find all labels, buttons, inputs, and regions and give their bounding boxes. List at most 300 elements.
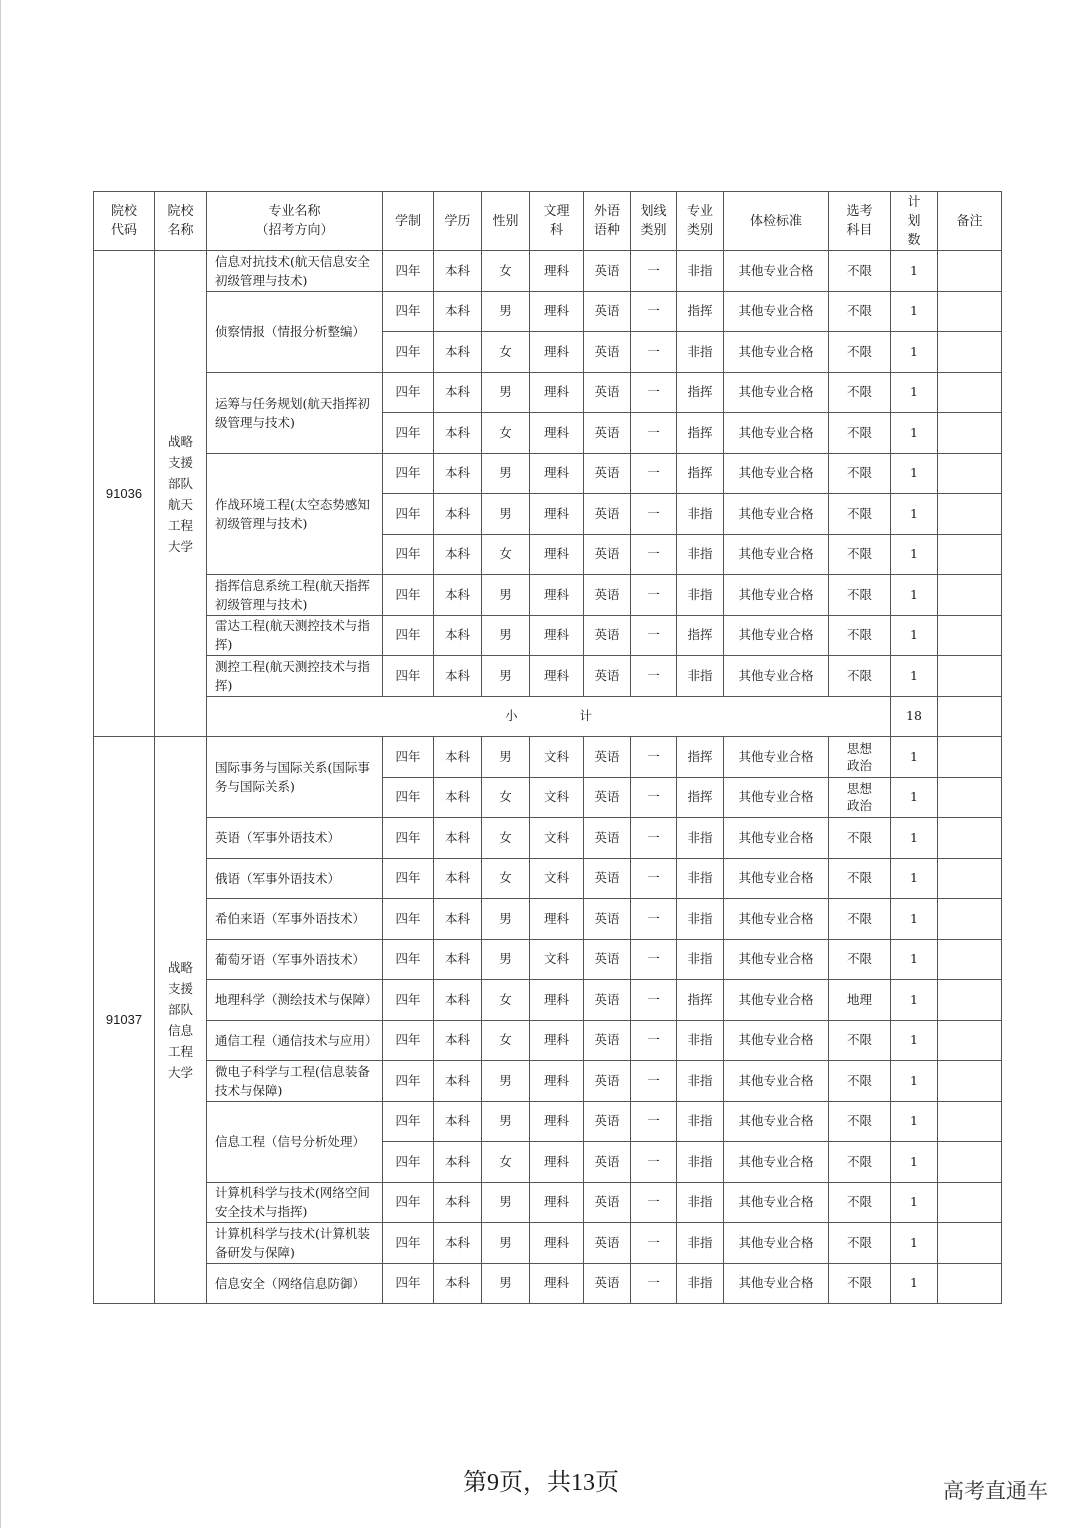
major-category-cell: 指挥 [677,777,724,818]
plan-count-cell: 1 [891,1223,938,1264]
track-cell: 文科 [530,777,584,818]
track-cell: 理科 [530,575,584,616]
column-header: 备注 [938,192,1002,251]
elective-subject-cell: 不限 [829,939,891,980]
subtotal-value: 18 [891,696,938,737]
degree-cell: 本科 [434,858,482,899]
elective-subject-cell: 不限 [829,534,891,575]
remarks-cell [938,696,1002,737]
table-body [94,251,1002,1304]
remarks-cell [938,1101,1002,1142]
line-category-cell: 一 [631,1020,677,1061]
major-name-cell: 信息对抗技术(航天信息安全初级管理与技术) [207,251,383,292]
gender-cell: 男 [482,615,530,656]
major-category-cell: 非指 [677,1142,724,1183]
plan-count-cell: 1 [891,899,938,940]
major-category-cell: 指挥 [677,291,724,332]
plan-count-cell: 1 [891,1142,938,1183]
major-name-cell: 计算机科学与技术(网络空间安全技术与指挥) [207,1182,383,1223]
gender-cell: 男 [482,372,530,413]
physical-standard-cell: 其他专业合格 [724,372,829,413]
elective-subject-cell: 不限 [829,332,891,373]
elective-subject-cell: 不限 [829,453,891,494]
column-header: 专业名称 （招考方向） [207,192,383,251]
table-row [94,1263,1002,1304]
remarks-cell [938,372,1002,413]
degree-cell: 本科 [434,575,482,616]
language-cell: 英语 [584,291,631,332]
gender-cell: 男 [482,1101,530,1142]
physical-standard-cell: 其他专业合格 [724,1020,829,1061]
duration-cell: 四年 [383,251,434,292]
plan-count-cell: 1 [891,575,938,616]
elective-subject-cell: 不限 [829,494,891,535]
gender-cell: 女 [482,251,530,292]
degree-cell: 本科 [434,1142,482,1183]
plan-count-cell: 1 [891,858,938,899]
duration-cell: 四年 [383,777,434,818]
line-category-cell: 一 [631,899,677,940]
language-cell: 英语 [584,1061,631,1102]
column-header: 性别 [482,192,530,251]
plan-count-cell: 1 [891,453,938,494]
duration-cell: 四年 [383,1101,434,1142]
table-header-row [94,192,1002,251]
elective-subject-cell: 不限 [829,291,891,332]
elective-subject-cell: 不限 [829,372,891,413]
track-cell: 理科 [530,1101,584,1142]
elective-subject-cell: 不限 [829,575,891,616]
degree-cell: 本科 [434,251,482,292]
elective-subject-cell: 不限 [829,1061,891,1102]
major-category-cell: 指挥 [677,413,724,454]
plan-count-cell: 1 [891,413,938,454]
language-cell: 英语 [584,494,631,535]
plan-count-cell: 1 [891,291,938,332]
track-cell: 理科 [530,372,584,413]
elective-subject-cell: 不限 [829,899,891,940]
physical-standard-cell: 其他专业合格 [724,332,829,373]
line-category-cell: 一 [631,1263,677,1304]
table-row [94,656,1002,697]
degree-cell: 本科 [434,980,482,1021]
track-cell: 理科 [530,251,584,292]
physical-standard-cell: 其他专业合格 [724,494,829,535]
plan-count-cell: 1 [891,1263,938,1304]
column-header: 计 划 数 [891,192,938,251]
elective-subject-cell: 思想政治 [829,777,891,818]
language-cell: 英语 [584,534,631,575]
physical-standard-cell: 其他专业合格 [724,939,829,980]
line-category-cell: 一 [631,858,677,899]
gender-cell: 男 [482,899,530,940]
major-category-cell: 非指 [677,899,724,940]
language-cell: 英语 [584,818,631,859]
physical-standard-cell: 其他专业合格 [724,899,829,940]
track-cell: 文科 [530,818,584,859]
gender-cell: 女 [482,1020,530,1061]
physical-standard-cell: 其他专业合格 [724,777,829,818]
plan-count-cell: 1 [891,777,938,818]
remarks-cell [938,899,1002,940]
language-cell: 英语 [584,1223,631,1264]
duration-cell: 四年 [383,291,434,332]
remarks-cell [938,494,1002,535]
line-category-cell: 一 [631,494,677,535]
track-cell: 理科 [530,494,584,535]
line-category-cell: 一 [631,1061,677,1102]
table-row [94,372,1002,413]
duration-cell: 四年 [383,1182,434,1223]
major-category-cell: 非指 [677,494,724,535]
degree-cell: 本科 [434,534,482,575]
degree-cell: 本科 [434,939,482,980]
major-name-cell: 测控工程(航天测控技术与指挥) [207,656,383,697]
table-row [94,980,1002,1021]
remarks-cell [938,939,1002,980]
track-cell: 理科 [530,656,584,697]
duration-cell: 四年 [383,858,434,899]
line-category-cell: 一 [631,575,677,616]
degree-cell: 本科 [434,899,482,940]
table-row [94,899,1002,940]
major-name-cell: 计算机科学与技术(计算机装备研发与保障) [207,1223,383,1264]
plan-count-cell: 1 [891,737,938,778]
gender-cell: 男 [482,1263,530,1304]
degree-cell: 本科 [434,615,482,656]
track-cell: 理科 [530,1182,584,1223]
major-category-cell: 非指 [677,656,724,697]
major-name-cell: 葡萄牙语（军事外语技术） [207,939,383,980]
track-cell: 文科 [530,737,584,778]
physical-standard-cell: 其他专业合格 [724,1263,829,1304]
line-category-cell: 一 [631,291,677,332]
track-cell: 理科 [530,980,584,1021]
duration-cell: 四年 [383,332,434,373]
physical-standard-cell: 其他专业合格 [724,453,829,494]
duration-cell: 四年 [383,534,434,575]
school-name-cell: 战略 支援 部队 信息 工程 大学 [155,737,207,1304]
column-header: 学制 [383,192,434,251]
duration-cell: 四年 [383,656,434,697]
language-cell: 英语 [584,1142,631,1183]
track-cell: 理科 [530,1142,584,1183]
major-name-cell: 通信工程（通信技术与应用） [207,1020,383,1061]
physical-standard-cell: 其他专业合格 [724,858,829,899]
major-name-cell: 指挥信息系统工程(航天指挥初级管理与技术) [207,575,383,616]
remarks-cell [938,858,1002,899]
elective-subject-cell: 不限 [829,251,891,292]
physical-standard-cell: 其他专业合格 [724,1101,829,1142]
major-category-cell: 非指 [677,1061,724,1102]
degree-cell: 本科 [434,1101,482,1142]
duration-cell: 四年 [383,1020,434,1061]
elective-subject-cell: 思想政治 [829,737,891,778]
language-cell: 英语 [584,413,631,454]
gender-cell: 男 [482,1182,530,1223]
language-cell: 英语 [584,1101,631,1142]
major-name-cell: 俄语（军事外语技术） [207,858,383,899]
language-cell: 英语 [584,939,631,980]
gender-cell: 女 [482,980,530,1021]
degree-cell: 本科 [434,1061,482,1102]
table-row [94,939,1002,980]
line-category-cell: 一 [631,1101,677,1142]
degree-cell: 本科 [434,453,482,494]
major-category-cell: 非指 [677,575,724,616]
duration-cell: 四年 [383,372,434,413]
page-number-footer: 第9页，共13页 [463,1470,619,1496]
degree-cell: 本科 [434,1020,482,1061]
enrollment-plan-table [93,191,1002,1304]
major-category-cell: 指挥 [677,453,724,494]
language-cell: 英语 [584,737,631,778]
degree-cell: 本科 [434,372,482,413]
elective-subject-cell: 不限 [829,858,891,899]
column-header: 文理 科 [530,192,584,251]
table-row [94,858,1002,899]
school-code-cell: 91037 [94,737,155,1304]
column-header: 学历 [434,192,482,251]
major-category-cell: 非指 [677,1182,724,1223]
plan-count-cell: 1 [891,980,938,1021]
line-category-cell: 一 [631,737,677,778]
elective-subject-cell: 不限 [829,656,891,697]
plan-count-cell: 1 [891,494,938,535]
table-row [94,1020,1002,1061]
major-name-cell: 作战环境工程(太空态势感知初级管理与技术) [207,453,383,575]
line-category-cell: 一 [631,1142,677,1183]
track-cell: 理科 [530,1223,584,1264]
remarks-cell [938,1223,1002,1264]
column-header: 外语 语种 [584,192,631,251]
line-category-cell: 一 [631,615,677,656]
physical-standard-cell: 其他专业合格 [724,251,829,292]
plan-count-cell: 1 [891,1061,938,1102]
track-cell: 理科 [530,534,584,575]
degree-cell: 本科 [434,413,482,454]
table-row [94,1223,1002,1264]
remarks-cell [938,1182,1002,1223]
elective-subject-cell: 地理 [829,980,891,1021]
degree-cell: 本科 [434,291,482,332]
major-category-cell: 非指 [677,1223,724,1264]
gender-cell: 男 [482,494,530,535]
line-category-cell: 一 [631,777,677,818]
gender-cell: 男 [482,656,530,697]
table-row [94,737,1002,778]
table-row [94,291,1002,332]
degree-cell: 本科 [434,1223,482,1264]
line-category-cell: 一 [631,656,677,697]
table-row [94,575,1002,616]
table-row [94,1101,1002,1142]
physical-standard-cell: 其他专业合格 [724,1142,829,1183]
table-row [94,453,1002,494]
physical-standard-cell: 其他专业合格 [724,615,829,656]
plan-count-cell: 1 [891,332,938,373]
physical-standard-cell: 其他专业合格 [724,413,829,454]
school-name-cell: 战略 支援 部队 航天 工程 大学 [155,251,207,737]
table-row [94,818,1002,859]
table-row [94,615,1002,656]
track-cell: 理科 [530,413,584,454]
gender-cell: 男 [482,291,530,332]
major-name-cell: 运筹与任务规划(航天指挥初级管理与技术) [207,372,383,453]
major-name-cell: 信息工程（信号分析处理） [207,1101,383,1182]
elective-subject-cell: 不限 [829,1101,891,1142]
school-code-cell: 91036 [94,251,155,737]
degree-cell: 本科 [434,332,482,373]
elective-subject-cell: 不限 [829,1142,891,1183]
remarks-cell [938,534,1002,575]
degree-cell: 本科 [434,777,482,818]
track-cell: 文科 [530,939,584,980]
remarks-cell [938,413,1002,454]
major-category-cell: 非指 [677,251,724,292]
subtotal-row [94,696,1002,737]
remarks-cell [938,818,1002,859]
plan-count-cell: 1 [891,1101,938,1142]
physical-standard-cell: 其他专业合格 [724,1061,829,1102]
column-header: 专业 类别 [677,192,724,251]
major-category-cell: 非指 [677,939,724,980]
line-category-cell: 一 [631,251,677,292]
duration-cell: 四年 [383,1142,434,1183]
major-category-cell: 非指 [677,1101,724,1142]
duration-cell: 四年 [383,575,434,616]
plan-count-cell: 1 [891,372,938,413]
remarks-cell [938,453,1002,494]
language-cell: 英语 [584,372,631,413]
duration-cell: 四年 [383,1223,434,1264]
language-cell: 英语 [584,858,631,899]
track-cell: 理科 [530,1263,584,1304]
elective-subject-cell: 不限 [829,413,891,454]
physical-standard-cell: 其他专业合格 [724,656,829,697]
track-cell: 理科 [530,332,584,373]
physical-standard-cell: 其他专业合格 [724,818,829,859]
gender-cell: 女 [482,777,530,818]
remarks-cell [938,251,1002,292]
language-cell: 英语 [584,453,631,494]
language-cell: 英语 [584,777,631,818]
major-category-cell: 非指 [677,534,724,575]
major-name-cell: 英语（军事外语技术） [207,818,383,859]
gender-cell: 女 [482,534,530,575]
plan-count-cell: 1 [891,656,938,697]
language-cell: 英语 [584,656,631,697]
physical-standard-cell: 其他专业合格 [724,980,829,1021]
column-header: 院校 代码 [94,192,155,251]
track-cell: 理科 [530,1020,584,1061]
duration-cell: 四年 [383,453,434,494]
duration-cell: 四年 [383,413,434,454]
elective-subject-cell: 不限 [829,1223,891,1264]
major-category-cell: 非指 [677,1263,724,1304]
gender-cell: 女 [482,332,530,373]
language-cell: 英语 [584,1263,631,1304]
gender-cell: 男 [482,939,530,980]
plan-count-cell: 1 [891,1020,938,1061]
major-category-cell: 非指 [677,332,724,373]
remarks-cell [938,1142,1002,1183]
table-row [94,1061,1002,1102]
column-header: 体检标准 [724,192,829,251]
elective-subject-cell: 不限 [829,818,891,859]
major-name-cell: 信息安全（网络信息防御） [207,1263,383,1304]
remarks-cell [938,777,1002,818]
column-header: 院校 名称 [155,192,207,251]
gender-cell: 女 [482,818,530,859]
table-row [94,251,1002,292]
major-name-cell: 侦察情报（情报分析整编） [207,291,383,372]
gender-cell: 男 [482,453,530,494]
language-cell: 英语 [584,615,631,656]
major-category-cell: 指挥 [677,372,724,413]
track-cell: 理科 [530,1061,584,1102]
watermark-label: 高考直通车 [943,1479,1048,1503]
plan-count-cell: 1 [891,615,938,656]
column-header: 划线 类别 [631,192,677,251]
remarks-cell [938,615,1002,656]
track-cell: 理科 [530,899,584,940]
degree-cell: 本科 [434,818,482,859]
line-category-cell: 一 [631,413,677,454]
gender-cell: 男 [482,1223,530,1264]
duration-cell: 四年 [383,737,434,778]
duration-cell: 四年 [383,1263,434,1304]
language-cell: 英语 [584,899,631,940]
major-name-cell: 微电子科学与工程(信息装备技术与保障) [207,1061,383,1102]
track-cell: 理科 [530,291,584,332]
physical-standard-cell: 其他专业合格 [724,575,829,616]
physical-standard-cell: 其他专业合格 [724,737,829,778]
degree-cell: 本科 [434,1263,482,1304]
elective-subject-cell: 不限 [829,615,891,656]
major-name-cell: 地理科学（测绘技术与保障） [207,980,383,1021]
gender-cell: 男 [482,737,530,778]
remarks-cell [938,1020,1002,1061]
remarks-cell [938,1263,1002,1304]
plan-count-cell: 1 [891,818,938,859]
language-cell: 英语 [584,1020,631,1061]
line-category-cell: 一 [631,453,677,494]
language-cell: 英语 [584,332,631,373]
duration-cell: 四年 [383,899,434,940]
line-category-cell: 一 [631,1182,677,1223]
major-name-cell: 国际事务与国际关系(国际事务与国际关系) [207,737,383,818]
remarks-cell [938,332,1002,373]
subtotal-label: 小计 [207,696,891,737]
major-category-cell: 非指 [677,818,724,859]
physical-standard-cell: 其他专业合格 [724,534,829,575]
elective-subject-cell: 不限 [829,1263,891,1304]
duration-cell: 四年 [383,980,434,1021]
major-category-cell: 指挥 [677,737,724,778]
plan-count-cell: 1 [891,1182,938,1223]
major-category-cell: 指挥 [677,980,724,1021]
major-category-cell: 非指 [677,858,724,899]
table-row [94,1182,1002,1223]
track-cell: 文科 [530,858,584,899]
physical-standard-cell: 其他专业合格 [724,291,829,332]
elective-subject-cell: 不限 [829,1020,891,1061]
gender-cell: 男 [482,575,530,616]
line-category-cell: 一 [631,939,677,980]
degree-cell: 本科 [434,656,482,697]
language-cell: 英语 [584,575,631,616]
